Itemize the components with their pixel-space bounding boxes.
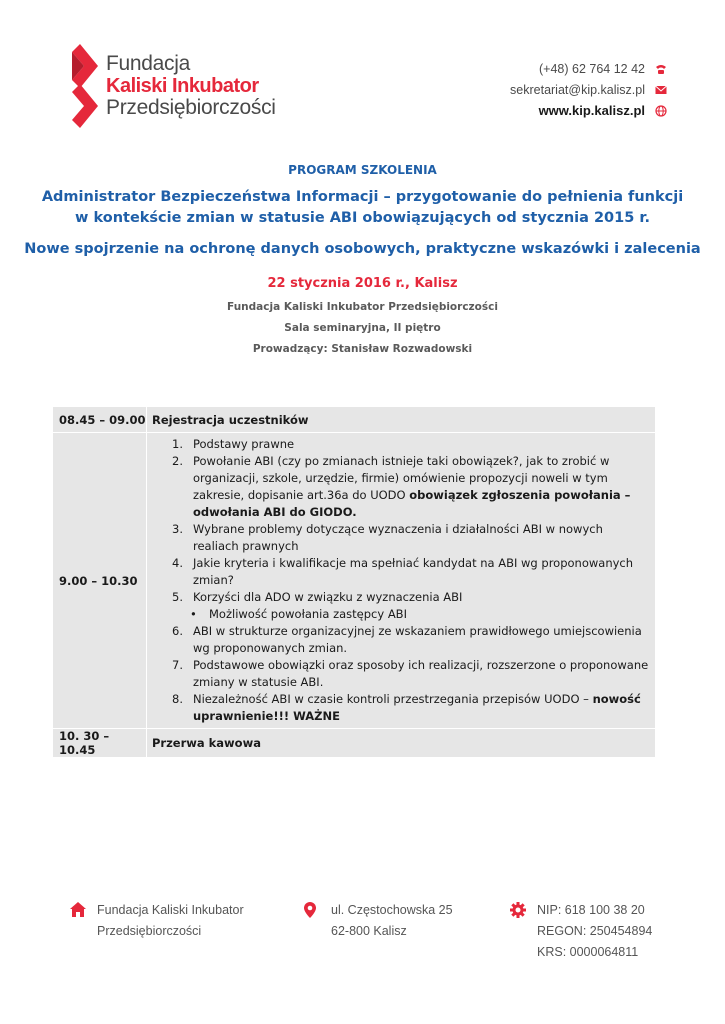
- footer-name-line-1: Fundacja Kaliski Inkubator: [97, 903, 244, 917]
- envelope-icon: [655, 84, 667, 96]
- footer-krs: KRS: 0000064811: [537, 945, 639, 959]
- footer-registry: [510, 900, 652, 963]
- contact-phone-row: [510, 58, 667, 79]
- course-date: 22 stycznia 2016 r., Kalisz: [267, 276, 458, 291]
- schedule-table: [52, 406, 656, 758]
- foundation-logo: [70, 44, 290, 128]
- logo-line-1: Fundacja: [106, 52, 190, 75]
- organizer: Fundacja Kaliski Inkubator Przedsiębiorczości: [227, 301, 498, 313]
- website-link[interactable]: www.kip.kalisz.pl: [538, 103, 645, 118]
- list-item: 8. Niezależność ABI w czasie kontroli przestrzegania przepisów UODO – nowość uprawnienie!!! WAŻNE: [172, 692, 641, 723]
- list-item: 6. ABI w strukturze organizacyjnej ze wskazaniem prawidłowego umiejscowienia wg proponowanych zmian.: [172, 624, 642, 655]
- course-title-line-1: Administrator Bezpieczeństwa Informacji – przygotowanie do pełnienia funkcji: [41, 189, 684, 205]
- list-item: 5. Korzyści dla ADO w związku z wyznaczenia ABI: [172, 590, 463, 604]
- time-cell: 9.00 – 10.30: [53, 433, 147, 729]
- header-contacts: [510, 58, 667, 121]
- footer-address: [304, 900, 453, 942]
- footer-address-line-1: ul. Częstochowska 25: [331, 903, 453, 917]
- list-item: 4. Jakie kryteria i kwalifikacje ma spełniać kandydat na ABI wg proponowanych zmian?: [172, 556, 634, 587]
- footer-address-line-2: 62-800 Kalisz: [331, 924, 407, 938]
- course-title-line-2: w kontekście zmian w statusie ABI obowiązujących od stycznia 2015 r.: [75, 210, 650, 226]
- table-row: [53, 433, 656, 729]
- course-title: [0, 187, 725, 229]
- description-cell: Rejestracja uczestników: [147, 407, 656, 433]
- time-cell: 10. 30 – 10.45: [53, 729, 147, 758]
- agenda-list: [152, 433, 655, 728]
- phone-icon: [655, 63, 667, 75]
- logo-line-2: Kaliski Inkubator: [106, 75, 259, 97]
- footer-nip: NIP: 618 100 38 20: [537, 903, 645, 917]
- location-pin-icon: [304, 902, 316, 918]
- course-subtitle: Nowe spojrzenie na ochronę danych osobowych, praktyczne wskazówki i zalecenia: [24, 241, 701, 257]
- sub-list-item: • Możliwość powołania zastępcy ABI: [190, 607, 407, 621]
- list-item: 2. Powołanie ABI (czy po zmianach istnieje taki obowiązek?, jak to zrobić w organizacji, szkole, urzędzie, firmie) omówienie propozycji noweli w tym zakresie, dopisanie art.36a do UODO obowiązek zgłoszenia powołania – odwołania ABI do GIODO.: [172, 454, 631, 519]
- footer-regon: REGON: 250454894: [537, 924, 653, 938]
- table-row: [53, 407, 656, 433]
- contact-email-row: [510, 79, 667, 100]
- table-row: [53, 729, 656, 758]
- phone-number: (+48) 62 764 12 42: [539, 61, 645, 76]
- list-item: 3. Wybrane problemy dotyczące wyznaczenia i działalności ABI w nowych realiach prawnych: [172, 522, 603, 553]
- home-icon: [70, 902, 86, 917]
- logo-line-3: Przedsiębiorczości: [106, 96, 276, 119]
- footer-name-line-2: Przedsiębiorczości: [97, 924, 202, 938]
- list-item: 1. Podstawy prawne: [172, 437, 295, 451]
- program-heading: PROGRAM SZKOLENIA: [288, 163, 437, 177]
- description-cell: [147, 433, 656, 729]
- bullet-icon: •: [190, 607, 197, 621]
- contact-www-row: [510, 100, 667, 121]
- logo-mark-icon: [70, 44, 102, 128]
- list-item: 7. Podstawowe obowiązki oraz sposoby ich realizacji, rozszerzone o proponowane zmiany w statusie ABI.: [172, 658, 649, 689]
- footer-name: [70, 900, 244, 942]
- globe-icon: [655, 105, 667, 117]
- gear-icon: [510, 902, 526, 918]
- description-cell: Przerwa kawowa: [147, 729, 656, 758]
- host: Prowadzący: Stanisław Rozwadowski: [252, 343, 473, 355]
- room: Sala seminaryjna, II piętro: [284, 322, 441, 334]
- time-cell: 08.45 – 09.00: [53, 407, 147, 433]
- email-address[interactable]: sekretariat@kip.kalisz.pl: [510, 82, 645, 97]
